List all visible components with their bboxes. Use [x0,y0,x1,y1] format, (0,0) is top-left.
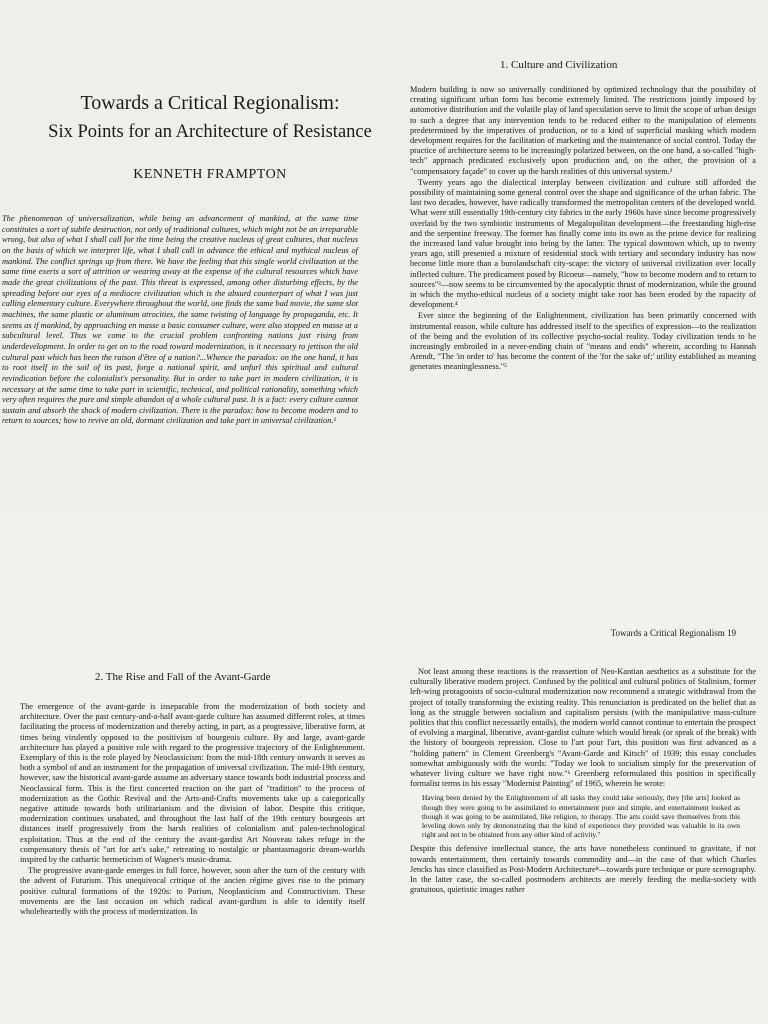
paragraph: Modern building is now so universally conditioned by optimized technology that the possibility of creating significant urban form has become extremely limited. The restrictions jointly imposed by automotive distribution and the volatile play of land speculation serve to limit the scope of urban design to such a degree that any intervention tends to be reduced either to the manipulation of elements predetermined by the imperatives of production, or to a kind of superficial masking which modern development requires for the facilitation of marketing and the maintenance of social control. Today the practice of architecture seems to be increasingly polarized between, on the one hand, a so-called "high-tech" approach predicated exclusively upon production and, on the other, the provision of a "compensatory façade" to cover up the harsh realities of this universal system.² [410,85,756,176]
paragraph: Not least among these reactions is the reassertion of Neo-Kantian aesthetics as a substitute for the culturally liberative modern project. Confused by the political and cultural politics of Stalinism, former left-wing protagonists of socio-cultural modernization now recommend a strategic withdrawal from the project of totally transforming the existing reality. This renunciation is predicated on the belief that as long as the struggle between socialism and capitalism persists (with the manipulative mass-culture politics that this conflict necessarily entails), the modern world cannot continue to entertain the prospect of evolving a marginal, liberative, avant-gardist culture which would break (or speak of the break) with the history of bourgeois repression. Close to l'art pour l'art, this position was first advanced as a "holding pattern" in Clement Greenberg's "Avant-Garde and Kitsch" of 1939; this essay concludes somewhat ambiguously with the words: "Today we look to socialism simply for the preservation of whatever living culture we have right now."⁶ Greenberg reformulated this position in specifically formalist terms in his essay "Modernist Painting" of 1965, wherein he wrote: [410,667,756,789]
section-body-avant-garde [20,702,365,918]
section-title-culture: 1. Culture and Civilization [500,59,618,71]
section-title-avant-garde: 2. The Rise and Fall of the Avant-Garde [95,671,271,683]
paragraph: Ever since the beginning of the Enlightenment, civilization has been primarily concerned with instrumental reason, while culture has addressed itself to the specifics of expression—to the realization of the being and the evolution of its collective psycho-social reality. Today civilization tends to be increasingly embroiled in a never-ending chain of "means and ends" wherein, according to Hannah Arendt, "The 'in order to' has become the content of the 'for the sake of;' utility established as meaning generates meaninglessness."⁵ [410,311,756,372]
section-body-culture [410,85,756,374]
essay-title: Towards a Critical Regionalism: [80,92,340,114]
paragraph: The emergence of the avant-garde is inseparable from the modernization of both society and architecture. Over the past century-and-a-half avant-garde culture has assumed different roles, at times facilitating the process of modernization and thereby acting, in part, as a progressive, liberative form, at times being virulently opposed to the positivism of bourgeois culture. By and large, avant-garde architecture has played a positive role with regard to the progressive trajectory of the Enlightenment. Exemplary of this is the role played by Neoclassicism: from the mid-18th century onwards it serves as both a symbol of and an instrument for the propagation of universal civilization. The mid-19th century, however, saw the historical avant-garde assume an adversary stance towards both industrial process and Neoclassical form. This is the first concerted reaction on the part of "tradition" to the process of modernization as the Gothic Revival and the Arts-and-Crafts movements take up a categorically negative attitude towards both utilitarianism and the division of labor. Despite this critique, modernization continues unabated, and throughout the last half of the 19th century bourgeois art distances itself progressively from the harsh realities of colonialism and paleo-technological exploitation. Thus at the end of the century the avant-gardist Art Nouveau takes refuge in the compensatory thesis of "art for art's sake," retreating to nostalgic or phantasmagoric dream-worlds inspired by the cathartic hermeticism of Wagner's music-drama. [20,702,365,865]
top-spread [0,0,768,510]
paragraph: The progressive avant-garde emerges in full force, however, soon after the turn of the century with the advent of Futurism. This unequivocal critique of the ancien régime gives rise to the primary positive cultural formations of the 1920s: to Purism, Neoplasticism and Constructivism. These movements are the last occasion on which radical avant-gardism is able to identify itself wholeheartedly with the process of modernization. In [20,866,365,917]
bottom-spread [0,512,768,1024]
running-head: Towards a Critical Regionalism 19 [610,628,736,638]
section-body-continued [410,667,756,896]
epigraph-text: The phenomenon of universalization, while being an advancement of mankind, at the same time constitutes a sort of subtle destruction, not only of traditional cultures, which might not be an irreparable wrong, but also of what I shall call for the time being the creative nucleus of great cultures, that nucleus on the basis of which we interpret life, what I shall call in advance the ethical and mythical nucleus of mankind. The conflict springs up from there. We have the feeling that this single world civilization at the same time exerts a sort of attrition or wearing away at the expense of the cultural resources which have made the great civilizations of the past. This threat is expressed, among other disturbing effects, by the spreading before our eyes of a mediocre civilization which is the absurd counterpart of what I was just calling elementary culture. Everywhere throughout the world, one finds the same bad movie, the same slot machines, the same plastic or aluminum atrocities, the same twisting of language by propaganda, etc. It seems as if mankind, by approaching en masse a basic consumer culture, were also stopped en masse at a subcultural level. Thus we come to the crucial problem confronting nations just rising from underdevelopment. In order to get on to the road toward modernization, is it necessary to jettison the old cultural past which has been the raison d'être of a nation?...Whence the paradox: on the one hand, it has to root itself in the soil of its past, forge a national spirit, and unfurl this spiritual and cultural revindication before the colonialist's personality. But in order to take part in modern civilization, it is necessary at the same time to take part in scientific, technical, and political rationality, something which very often requires the pure and simple abandon of a whole cultural past. It is a fact: every culture cannot sustain and absorb the shock of modern civilization. There is the paradox: how to become modern and to return to sources; how to revive an old, dormant civilization and take part in universal civilization.¹ [2,214,358,426]
block-quote: Having been denied by the Enlightenment of all tasks they could take seriously, they [the arts] looked as though they were going to be assimilated to entertainment pure and simple, and entertainment looked as though it was going to be assimilated, like religion, to therapy. The arts could save themselves from this leveling down only by demonstrating that the kind of experience they provided was valuable in its own right and not to be obtained from any other kind of activity.⁷ [422,793,740,840]
paragraph: Twenty years ago the dialectical interplay between civilization and culture still afforded the possibility of maintaining some general control over the shape and significance of the urban fabric. The last two decades, however, have radically transformed the metropolitan centers of the developed world. What were still essentially 19th-century city fabrics in the early 1960s have since become progressively overlaid by the two symbiotic instruments of Megalopolitan development—the freestanding high-rise and the serpentine freeway. The former has finally come into its own as the prime device for realizing the increased land value brought into being by the latter. The typical downtown which, up to twenty years ago, still presented a mixture of residential stock with tertiary and secondary industry has now become little more than a burolandschaft city-scape: the victory of universal civilization over locally inflected culture. The predicament posed by Ricoeur—namely, "how to become modern and to return to sources"³—now seems to be circumvented by the apocalyptic thrust of modernization, while the ground in which the mytho-ethical nucleus of a society might take root has been eroded by the rapacity of development.⁴ [410,177,756,310]
paragraph: Despite this defensive intellectual stance, the arts have nonetheless continued to gravitate, if not towards entertainment, then certainly towards commodity and—in the case of that which Charles Jencks has since classified as Post-Modern Architecture⁸—towards pure technique or pure scenography. In the latter case, the so-called postmodern architects are merely feeding the media-society with gratuitous, quietistic images rather [410,844,756,895]
author-name: KENNETH FRAMPTON [133,167,287,182]
essay-subtitle: Six Points for an Architecture of Resistance [48,122,372,142]
